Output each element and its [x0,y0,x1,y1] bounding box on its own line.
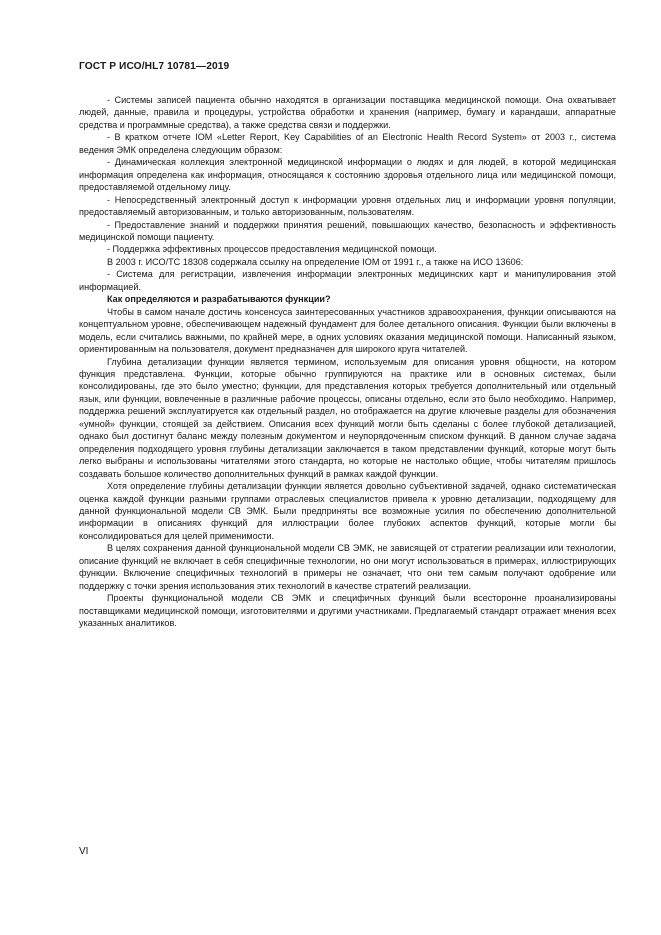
paragraph: - Динамическая коллекция электронной медицинской информации о людях и для людей, в которой медицинская информация определена как информация, относящаяся к состоянию здоровья отдельного лица или медицинской помощи, предоставляемой отдельному лицу. [79,157,616,193]
page-number: VI [79,846,89,857]
paragraph: - Система для регистрации, извлечения информации электронных медицинских карт и манипулирования этой информацией. [79,269,616,292]
paragraph: Проекты функциональной модели СВ ЭМК и специфичных функций были всесторонне проанализированы поставщиками медицинской помощи, изготовителями и другими участниками. Предлагаемый стандарт отражает мнения всех указанных аналитиков. [79,593,616,629]
paragraph: - Поддержка эффективных процессов предоставления медицинской помощи. [107,244,437,255]
paragraph: В целях сохранения данной функциональной модели СВ ЭМК, не зависящей от стратегии реализации или технологии, описание функций не включает в себя специфичные технологии, но они могут использоваться в примерах, иллюстрирующих функции. Включение специфичных технологий в примеры не означает, что они тем самым получают одобрение или поддержку с точки зрения использования этих технологий в качестве стратегий реализации. [79,543,616,591]
paragraph: Глубина детализации функции является термином, используемым для описания уровня общности, на котором функция представлена. Функции, которые обычно группируются на практике или в основных системах, были консолидированы, где это было уместно; функции, для представления которых требуется дополнительный или отдельный язык, или функции, вовлеченные в различные рабочие процессы, описаны отдельно, если это было необходимо. Например, поддержка решений эксплуатируется как отдельный раздел, но отображается на другие ключевые разделы для обозначения «умной» функции, стоящей за действием. Описания всех функций могли быть сделаны с более глубокой детализацией, однако был достигнут баланс между полезным документом и неупорядоченным списком функций. В данном случае задача определения подходящего уровня глубины детализации заключается в таком представлении функций, которые могут быть легко выбраны и использованы читателями этого стандарта, но которые не настолько общие, чтобы читателям пришлось создавать большое количество дополнительных функций в рамках каждой функции. [79,356,616,479]
paragraph: - В кратком отчете IOM «Letter Report, Key Capabilities of an Electronic Health Record System» от 2003 г., система ведения ЭМК определена следующим образом: [79,132,616,155]
document-header: ГОСТ Р ИСО/HL7 10781—2019 [79,61,230,72]
section-heading: Как определяются и разрабатываются функции? [107,294,331,305]
body-text [79,94,616,629]
paragraph: Чтобы в самом начале достичь консенсуса заинтересованных участников здравоохранения, функции описываются на концептуальном уровне, обеспечивающем надежный фундамент для более детального описания. Функции были включены в модель, если считались важными, по крайней мере, в одних условиях оказания медицинской помощи. Написанный языком, ориентированным на пользователя, документ предназначен для широкого круга читателей. [79,306,616,355]
paragraph: - Предоставление знаний и поддержки принятия решений, повышающих качество, безопасность и эффективность медицинской помощи пациенту. [79,219,616,242]
paragraph: В 2003 г. ИСО/ТС 18308 содержала ссылку на определение IOM от 1991 г., а также на ИСО 13606: [107,256,524,267]
paragraph: - Непосредственный электронный доступ к информации уровня отдельных лиц и информации уровня популяции, предоставляемый авторизованным, и только авторизованным, пользователям. [79,194,616,218]
paragraph: - Системы записей пациента обычно находятся в организации поставщика медицинской помощи. Она охватывает людей, данные, правила и процедуры, устройства обработки и хранения (например, бумагу и карандаши, аппаратные средства и программные средства), а также средства связи и поддержки. [79,95,616,130]
paragraph: Хотя определение глубины детализации функции является довольно субъективной задачей, однако систематическая оценка каждой функции разными группами отраслевых специалистов привела к уровню детализации, подходящему для данной функциональной модели СВ ЭМК. Были предприняты все возможные усилия по обеспечению дополнительной информации в описаниях функций для иллюстрации более глубоких аспектов функций, которые могли бы консолидироваться для целей применимости. [79,481,616,541]
